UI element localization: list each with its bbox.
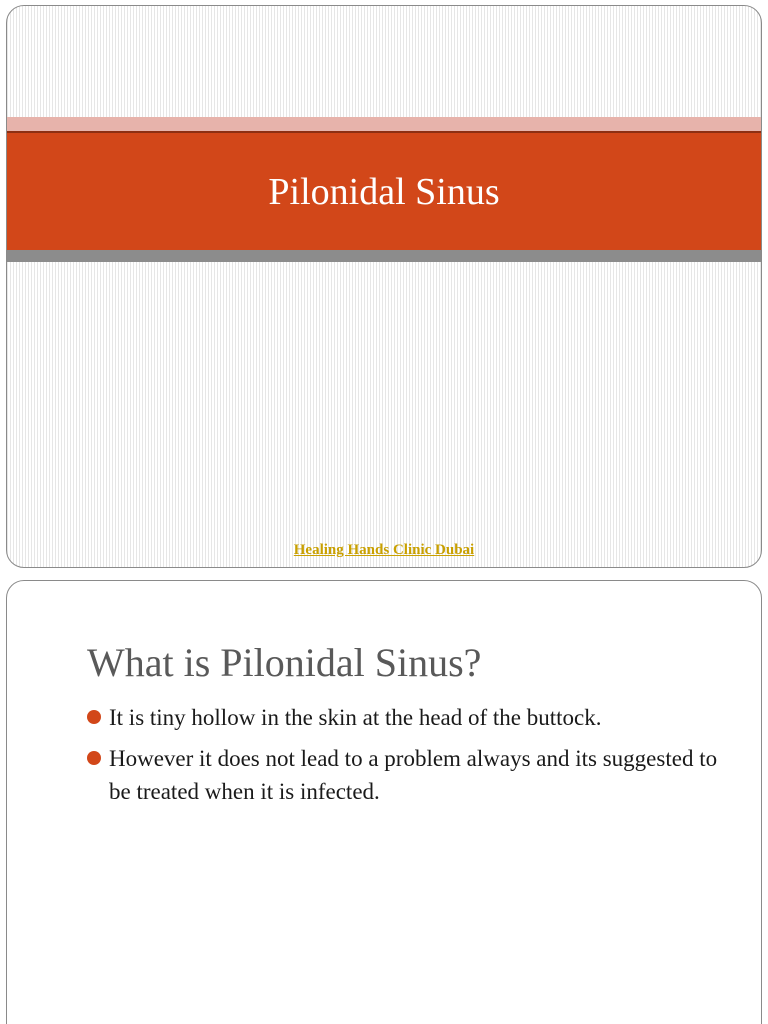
- clinic-link[interactable]: Healing Hands Clinic Dubai: [293, 542, 475, 558]
- bullet-list: [87, 701, 727, 816]
- slide-heading: What is Pilonidal Sinus?: [87, 640, 482, 685]
- bullet-text: It is tiny hollow in the skin at the head of the buttock.: [109, 705, 602, 730]
- bullet-text: However it does not lead to a problem always and its suggested to be treated when it is infected.: [109, 746, 718, 804]
- title-band: [7, 133, 761, 250]
- title-band-bottom-accent: [7, 250, 761, 262]
- bullet-dot-icon: [87, 751, 101, 765]
- bullet-item: [87, 701, 727, 734]
- slide-title: Pilonidal Sinus: [268, 170, 500, 213]
- bullet-item: [87, 742, 727, 808]
- title-slide: [6, 5, 762, 568]
- bullet-dot-icon: [87, 710, 101, 724]
- content-slide: [6, 580, 762, 1024]
- title-band-top-accent: [7, 117, 761, 131]
